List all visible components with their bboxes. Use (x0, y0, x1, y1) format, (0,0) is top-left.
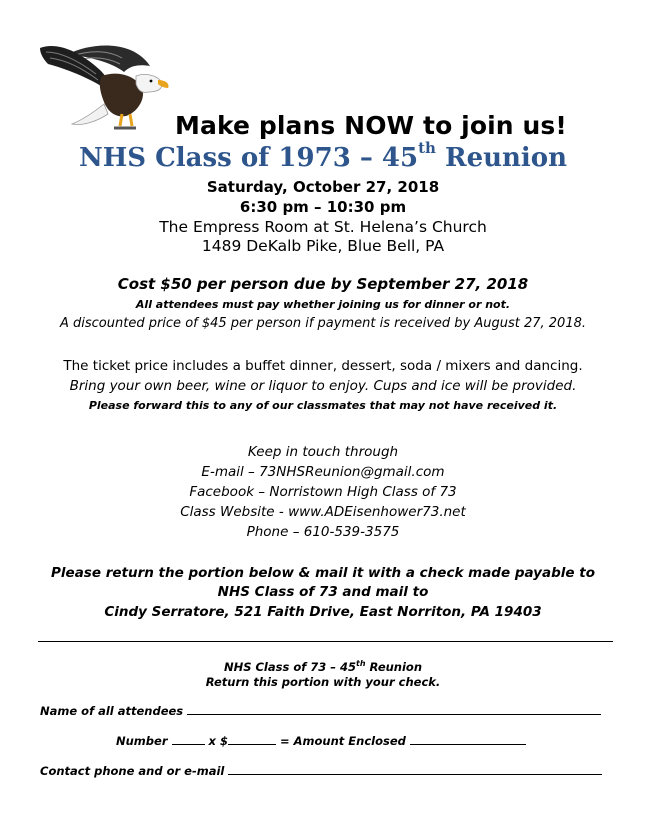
contact-phone: Phone – 610-539-3575 (246, 524, 400, 540)
return-instructions-line3: Cindy Serratore, 521 Faith Drive, East Norriton, PA 19403 (104, 604, 542, 620)
event-date: Saturday, October 27, 2018 (206, 178, 440, 196)
contact-facebook: Facebook – Norristown High Class of 73 (189, 484, 457, 500)
contact-input-line[interactable] (228, 764, 602, 775)
contact-label: Contact phone and or e-mail (40, 764, 225, 778)
payment-note: All attendees must pay whether joining us for dinner or not. (135, 298, 511, 311)
venue-name: The Empress Room at St. Helena’s Church (159, 218, 487, 236)
ticket-includes: The ticket price includes a buffet dinner, dessert, soda / mixers and dancing. (63, 358, 583, 374)
attendees-field-row (40, 704, 601, 718)
amount-input-line[interactable] (410, 734, 526, 745)
contact-website: Class Website - www.ADEisenhower73.net (180, 504, 466, 520)
slip-title: NHS Class of 73 – 45th Reunion (223, 659, 423, 674)
reunion-title: NHS Class of 1973 – 45th Reunion (78, 139, 568, 173)
price-input-line[interactable] (228, 734, 276, 745)
contact-email: E-mail – 73NHSReunion@gmail.com (201, 464, 445, 480)
contact-field-row (40, 764, 602, 778)
slip-subtitle: Return this portion with your check. (205, 675, 441, 689)
forward-note: Please forward this to any of our classmates that may not have received it. (88, 399, 558, 412)
eagle-icon (38, 36, 180, 136)
amount-enclosed-label: = Amount Enclosed (279, 734, 406, 748)
price-label: x $ (208, 734, 228, 748)
number-label: Number (116, 734, 168, 748)
return-instructions-line2: NHS Class of 73 and mail to (217, 584, 429, 600)
discount-note: A discounted price of $45 per person if payment is received by August 27, 2018. (59, 316, 587, 331)
return-instructions-line1: Please return the portion below & mail it with a check made payable to (51, 565, 595, 581)
amount-field-row (116, 734, 526, 748)
byob-note: Bring your own beer, wine or liquor to enjoy. Cups and ice will be provided. (69, 378, 577, 394)
attendees-input-line[interactable] (187, 704, 601, 715)
contact-intro: Keep in touch through (247, 444, 399, 460)
headline: Make plans NOW to join us! (175, 111, 567, 140)
event-time: 6:30 pm – 10:30 pm (239, 198, 407, 216)
cost-heading: Cost $50 per person due by September 27, 2018 (117, 275, 529, 293)
venue-address: 1489 DeKalb Pike, Blue Bell, PA (201, 237, 445, 255)
attendees-label: Name of all attendees (40, 704, 184, 718)
cut-line-divider (38, 641, 613, 642)
number-input-line[interactable] (172, 734, 205, 745)
